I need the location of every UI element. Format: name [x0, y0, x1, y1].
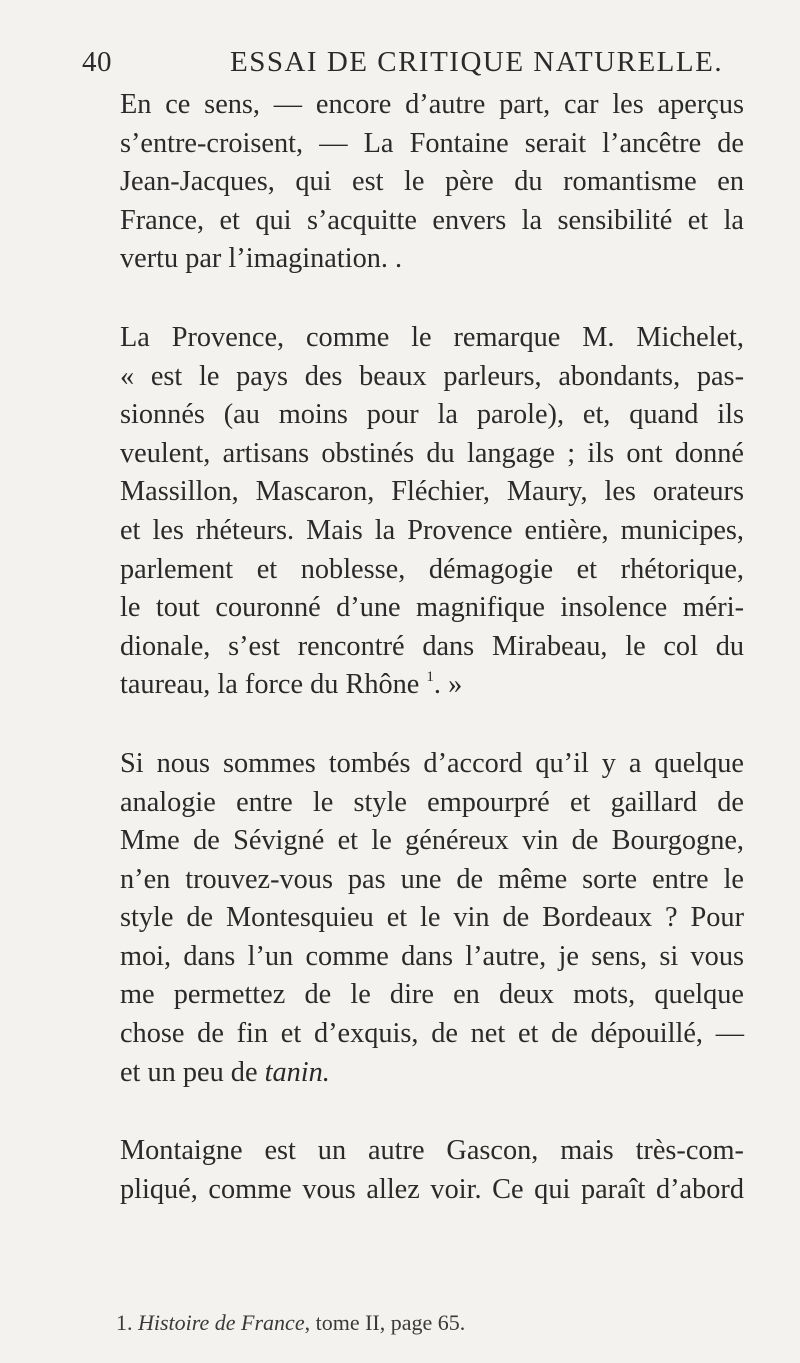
text-line: La Provence, comme le remarque M. Michelet,	[120, 321, 744, 353]
text-line: « est le pays des beaux parleurs, abondants, pas-	[120, 360, 744, 392]
italic-word: tanin.	[264, 1056, 330, 1088]
running-header	[82, 46, 742, 82]
text-line: Jean-Jacques, qui est le père du romantisme en	[120, 166, 744, 198]
text-line: dionale, s’est rencontré dans Mirabeau, le col du	[120, 630, 744, 662]
text-line: Massillon, Mascaron, Fléchier, Maury, les orateurs	[120, 476, 744, 508]
text-line: France, et qui s’acquitte envers la sensibilité et la	[120, 204, 744, 236]
text-line: En ce sens, — encore d’autre part, car les aperçus	[120, 89, 744, 120]
paragraph-2	[82, 319, 744, 705]
footnote-work-title: Histoire de France	[138, 1310, 305, 1335]
text-line: sionnés (au moins pour la parole), et, quand ils	[120, 399, 744, 431]
text-line	[82, 1054, 744, 1093]
text-line: style de Montesquieu et le vin de Bordeaux ? Pour	[120, 902, 744, 934]
paragraph-4	[82, 1132, 744, 1209]
text-line: vertu par l’imagination. .	[120, 243, 403, 275]
running-title: ESSAI DE CRITIQUE NATURELLE.	[230, 46, 724, 78]
text-line: n’en trouvez-vous pas une de même sorte entre le	[120, 863, 744, 895]
footnote-number: 1.	[116, 1310, 133, 1335]
text-line: parlement et noblesse, démagogie et rhétorique,	[120, 553, 744, 585]
text-fragment: taureau, la force du Rhône	[120, 669, 420, 701]
text-line: s’entre-croisent, — La Fontaine serait l’ancêtre de	[120, 127, 744, 159]
paragraph-1	[82, 86, 744, 279]
page-number: 40	[82, 46, 112, 78]
text-fragment: . »	[433, 669, 463, 701]
text-line: Mme de Sévigné et le généreux vin de Bourgogne,	[120, 825, 744, 857]
text-line	[82, 666, 744, 705]
text-line: le tout couronné d’une magnifique insolence méri-	[120, 592, 744, 624]
text-line: Montaigne est un autre Gascon, mais très-com-	[120, 1135, 744, 1167]
body-text	[82, 86, 744, 1209]
text-line: pliqué, comme vous allez voir. Ce qui paraît d’abord	[120, 1173, 744, 1205]
footnote-reference[interactable]: 1	[426, 669, 434, 686]
text-line: moi, dans l’un comme dans l’autre, je sens, si vous	[120, 940, 744, 972]
text-line: veulent, artisans obstinés du langage ; ils ont donné	[120, 437, 744, 469]
text-fragment: et un peu de	[120, 1056, 258, 1088]
text-line: Si nous sommes tombés d’accord qu’il y a quelque	[120, 747, 744, 779]
text-line: chose de fin et d’exquis, de net et de dépouillé, —	[120, 1018, 744, 1050]
text-line: analogie entre le style empourpré et gaillard de	[120, 786, 744, 818]
paragraph-3	[82, 745, 744, 1092]
text-line: me permettez de le dire en deux mots, quelque	[120, 979, 744, 1011]
footnote	[116, 1310, 465, 1336]
footnote-details: , tome II, page 65.	[304, 1310, 466, 1335]
text-line: et les rhéteurs. Mais la Provence entière, municipes,	[120, 514, 744, 546]
